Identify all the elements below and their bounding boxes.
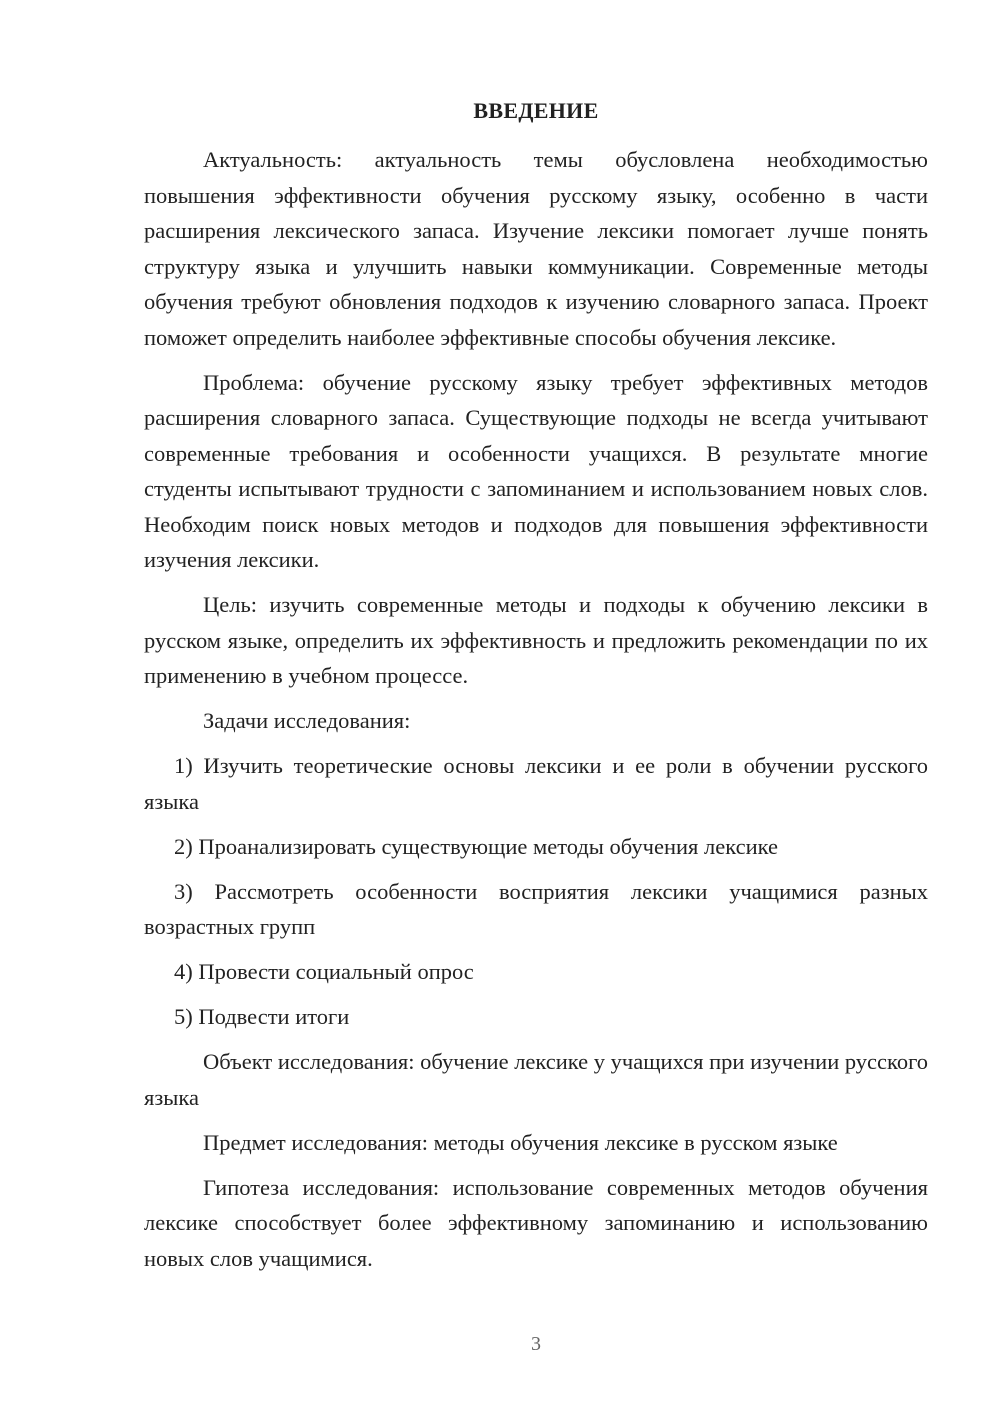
task-item-3: 3) Рассмотреть особенности восприятия лексики учащимися разных возрастных групп bbox=[144, 878, 928, 939]
task-item-4: 4) Провести социальный опрос bbox=[174, 959, 474, 984]
page-title: ВВЕДЕНИЕ bbox=[473, 98, 599, 123]
paragraph-tasks-heading: Задачи исследования: bbox=[203, 708, 411, 733]
task-item-1: 1) Изучить теоретические основы лексики и ее роли в обучении русского языка bbox=[144, 753, 928, 814]
paragraph-object: Объект исследования: обучение лексике у учащихся при изучении русского языка bbox=[144, 1049, 928, 1110]
paragraph-subject: Предмет исследования: методы обучения лексике в русском языке bbox=[203, 1129, 838, 1155]
paragraph-hypothesis: Гипотеза исследования: использование современных методов обучения лексике способствует более эффективному запоминанию и использованию новых слов учащимися. bbox=[144, 1174, 928, 1271]
task-item-5: 5) Подвести итоги bbox=[174, 1004, 350, 1029]
paragraph-problem: Проблема: обучение русскому языку требует эффективных методов расширения словарного запаса. Существующие подходы не всегда учитывают современные требования и особенности учащихся. В результате многие студенты испытывают трудности с запоминанием и использованием новых слов. Необходим поиск новых методов и подходов для повышения эффективности изучения лексики. bbox=[144, 369, 928, 572]
page-number: 3 bbox=[531, 1333, 541, 1355]
paragraph-relevance: Актуальность: актуальность темы обусловлена необходимостью повышения эффективности обучения русскому языку, особенно в части расширения лексического запаса. Изучение лексики помогает лучше понять структуру языка и улучшить навыки коммуникации. Современные методы обучения требуют обновления подходов к изучению словарного запаса. Проект поможет определить наиболее эффективные способы обучения лексике. bbox=[144, 147, 928, 350]
task-item-2: 2) Проанализировать существующие методы обучения лексике bbox=[174, 833, 778, 859]
document-body bbox=[144, 142, 928, 1276]
paragraph-goal: Цель: изучить современные методы и подходы к обучению лексики в русском языке, определить их эффективность и предложить рекомендации по их применению в учебном процессе. bbox=[144, 592, 928, 688]
